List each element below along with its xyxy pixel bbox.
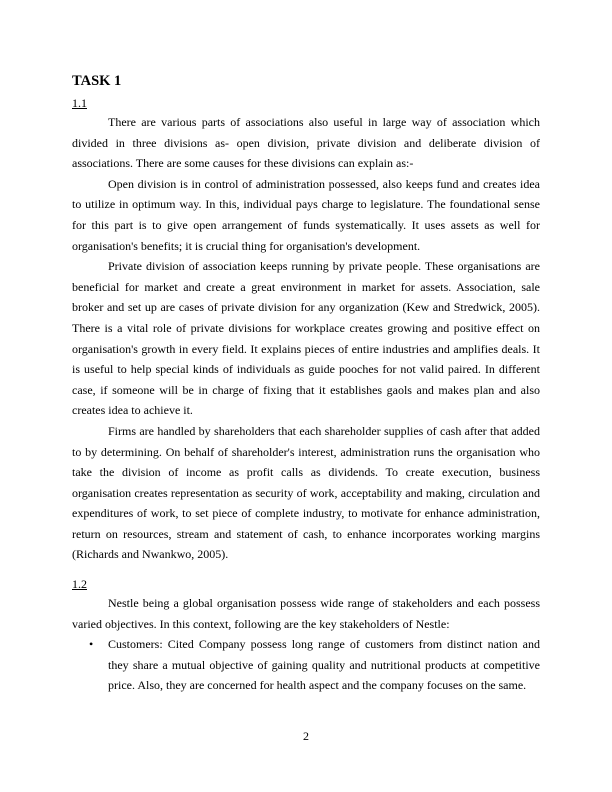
paragraph-1: There are various parts of associations also useful in large way of association which divided in three divisions as- open division, private division and deliberate division of associations. There are some causes for these divisions can explain as:-	[72, 115, 540, 171]
list-item	[72, 634, 540, 696]
page-number: 2	[303, 729, 309, 743]
section-number-1-2: 1.2	[72, 577, 87, 592]
paragraph-intro-1-2: Nestle being a global organisation possess wide range of stakeholders and each possess varied objectives. In this context, following are the key stakeholders of Nestle:	[72, 596, 540, 631]
paragraph-4: Firms are handled by shareholders that each shareholder supplies of cash after that added to by determining. On behalf of shareholder's interest, administration runs the organisation who take the division of income as profit calls as dividends. To create execution, business organisation creates representation as security of work, acceptability and making, circulation and expenditures of work, to set piece of complete industry, to motivate for enhance administration, return on resources, stream and statement of cash, to enhance incorporates working margins (Richards and Nwankwo, 2005).	[72, 423, 540, 562]
list-item-text: Customers: Cited Company possess long range of customers from distinct nation and they share a mutual objective of gaining quality and nutritional products at competitive price. Also, they are concerned for health aspect and the company focuses on the same.	[108, 637, 540, 693]
bullet-icon: •	[89, 637, 94, 652]
paragraph-2: Open division is in control of administration possessed, also keeps fund and creates idea to utilize in optimum way. In this, individual pays charge to legislature. The foundational sense for this part is to give open arrangement of funds systematically. It uses assets as well for organisation's benefits; it is crucial thing for organisation's development.	[72, 176, 540, 253]
task-heading: TASK 1	[72, 73, 122, 89]
section-number-1-1: 1.1	[72, 96, 87, 110]
document-page	[72, 72, 540, 696]
paragraph-3: Private division of association keeps running by private people. These organisations are beneficial for market and create a great environment in market for assets. Association, sale broker and set up are cases of private division for any organization (Kew and Stredwick, 2005). There is a vital role of private divisions for workplace creates growing and positive effect on organisation's growth in every field. It explains pieces of entire industries and amplifies deals. It is useful to help special kinds of individuals as guide pooches for not valid paired. In different case, if someone will be in charge of fixing that it establishes gaols and makes plan and also creates idea to achieve it.	[72, 259, 540, 418]
stakeholder-list	[72, 634, 540, 696]
